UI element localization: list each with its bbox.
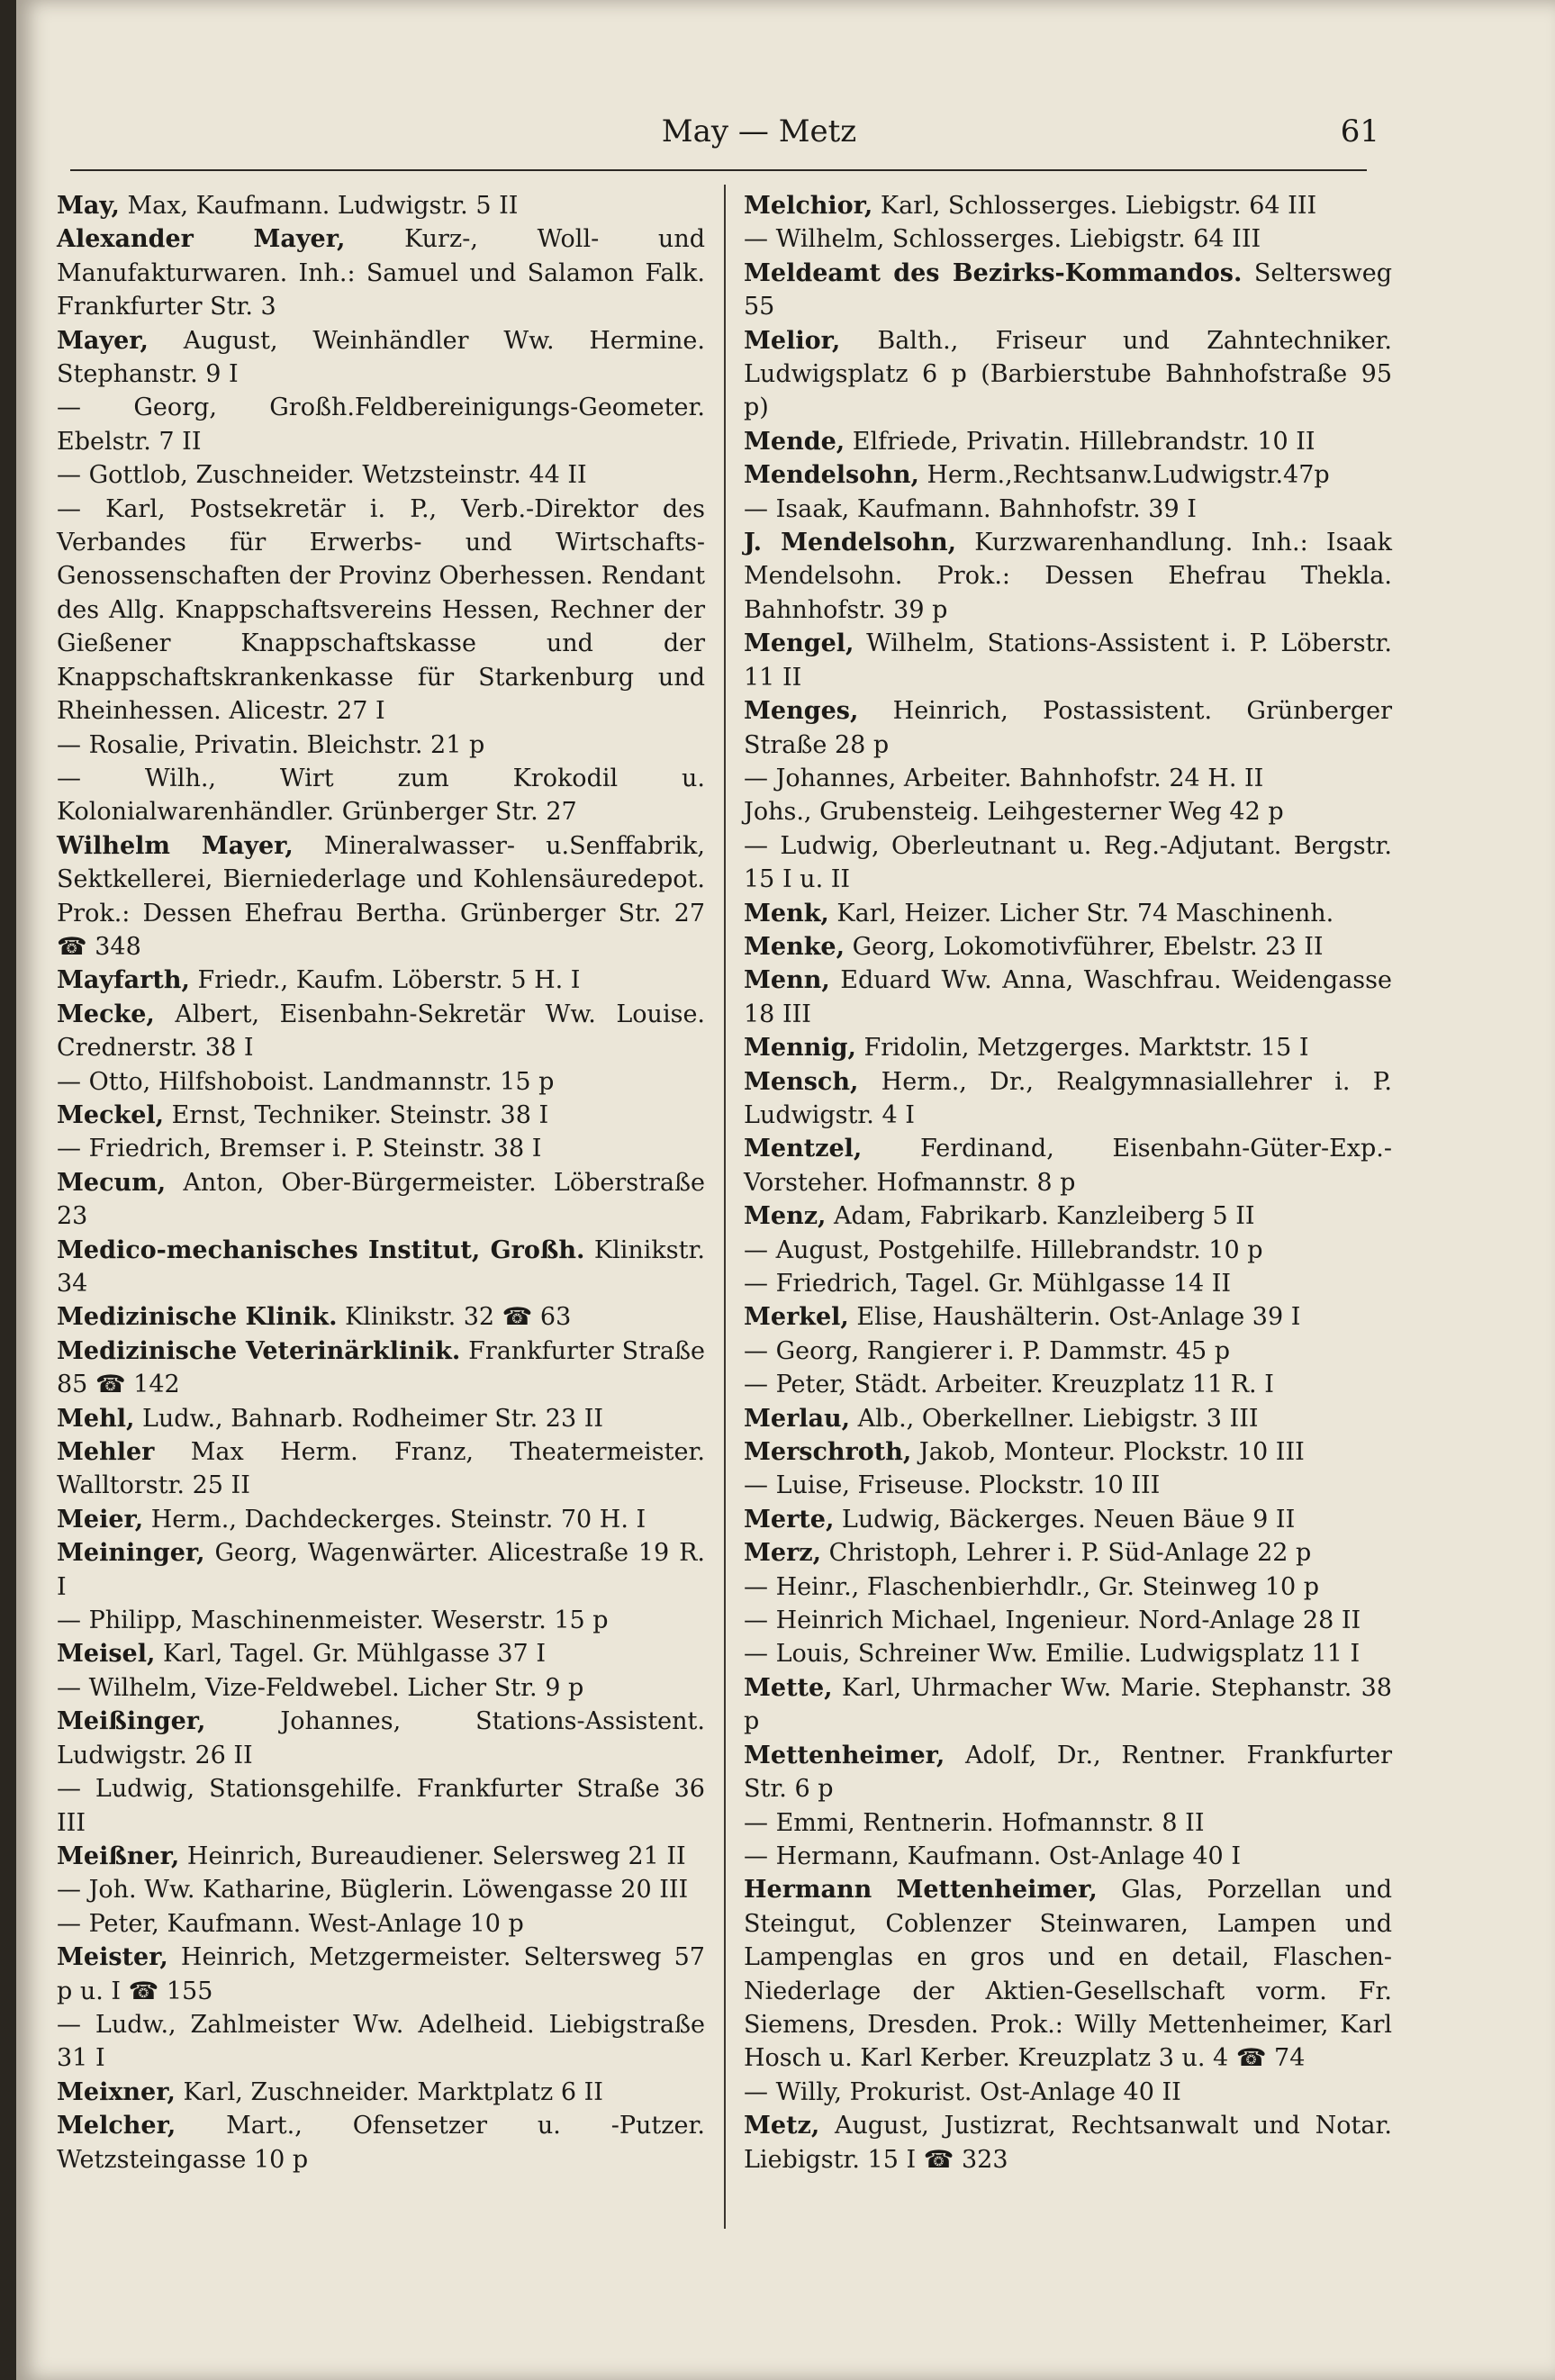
entry-name: Menn,	[744, 966, 830, 995]
entry-text: — Philipp, Maschinenmeister. Weserstr. 15 p	[57, 1606, 609, 1635]
entry-text: Karl, Tagel. Gr. Mühlgasse 37 I	[155, 1640, 546, 1669]
directory-entry	[744, 1469, 1392, 1502]
entry-text: — Friedrich, Tagel. Gr. Mühlgasse 14 II	[744, 1270, 1232, 1298]
entry-name: Merte,	[744, 1505, 835, 1534]
entry-text: — Gottlob, Zuschneider. Wetzsteinstr. 44 II	[57, 461, 587, 490]
entry-name: Meldeamt des Bezirks-Kommandos.	[744, 258, 1243, 287]
entry-text: August, Weinhändler Ww. Hermine. Stephanstr. 9 I	[57, 326, 713, 389]
entry-text: — Ludw., Zahlmeister Ww. Adelheid. Liebigstraße 31 I	[57, 2010, 713, 2073]
entry-text: — Wilhelm, Schlosserges. Liebigstr. 64 III	[744, 225, 1261, 254]
entry-name: Meister,	[57, 1943, 168, 1972]
directory-entry	[744, 1234, 1392, 1267]
entry-text: Mineralwasser- u.Senffabrik, Sektkellerei, Bierniederlage und Kohlensäuredepot. Prok.: Dessen Ehefrau Bertha. Grünberger Str. 27 ☎ 348	[57, 831, 713, 961]
directory-entry	[744, 1435, 1392, 1469]
entry-text: — Emmi, Rentnerin. Hofmannstr. 8 II	[744, 1808, 1205, 1837]
entry-text: Adolf, Dr., Rentner. Frankfurter Str. 6 p	[744, 1741, 1400, 1804]
entry-name: Meixner,	[57, 2077, 176, 2106]
directory-entry	[744, 964, 1400, 1031]
entry-text: — Joh. Ww. Katharine, Büglerin. Löwengasse 20 III	[57, 1876, 689, 1905]
entry-text: Karl, Heizer. Licher Str. 74 Maschinenh.	[828, 899, 1334, 928]
entry-text: Karl, Uhrmacher Ww. Marie. Stephanstr. 38 p	[744, 1673, 1400, 1736]
entry-text: Georg, Lokomotivführer, Ebelstr. 23 II	[844, 932, 1324, 961]
entry-name: Medizinische Veterinärklinik.	[57, 1336, 461, 1365]
entry-text: Herm.,Rechtsanw.Ludwigstr.47p	[918, 461, 1330, 490]
directory-entry	[744, 1065, 1400, 1133]
entry-name: Mettenheimer,	[744, 1741, 945, 1769]
directory-entry	[744, 829, 1400, 897]
directory-entry	[57, 391, 713, 458]
entry-name: Melchior,	[744, 192, 873, 220]
entry-text: — Heinr., Flaschenbierhdlr., Gr. Steinweg 10 p	[744, 1572, 1320, 1601]
entry-text: — Johannes, Arbeiter. Bahnhofstr. 24 H. II	[744, 764, 1264, 792]
directory-entry	[57, 1772, 713, 1840]
entry-name: Wilhelm Mayer,	[57, 831, 294, 860]
directory-entry	[57, 2076, 705, 2109]
entry-text: Friedr., Kaufm. Löberstr. 5 H. I	[189, 966, 581, 995]
directory-entry	[744, 526, 1400, 627]
entry-text: Johannes, Stations-Assistent. Ludwigstr. 26 II	[57, 1707, 713, 1769]
directory-entry	[744, 795, 1392, 828]
entry-name: Meier,	[57, 1505, 144, 1534]
left-column	[57, 189, 713, 2176]
directory-entry	[57, 1873, 705, 1906]
entry-name: Meininger,	[57, 1539, 205, 1568]
directory-entry	[57, 1234, 713, 1301]
directory-entry	[744, 1031, 1392, 1064]
entry-text: Karl, Schlosserges. Liebigstr. 64 III	[872, 192, 1317, 220]
entry-text: Klinikstr. 34	[57, 1235, 713, 1298]
entry-name: Medico-mechanisches Institut, Großh.	[57, 1235, 585, 1264]
directory-entry	[57, 1840, 705, 1873]
directory-entry	[744, 257, 1400, 324]
entry-text: — Louis, Schreiner Ww. Emilie. Ludwigsplatz 11 I	[744, 1640, 1361, 1669]
directory-entry	[57, 1132, 705, 1165]
entry-name: Meißinger,	[57, 1707, 206, 1736]
entry-name: Mayer,	[57, 326, 149, 355]
entry-name: Mecke,	[57, 1000, 155, 1028]
entry-name: Merlau,	[744, 1404, 851, 1433]
page-number: 61	[1340, 113, 1379, 149]
entry-text: Albert, Eisenbahn-Sekretär Ww. Louise. Crednerstr. 38 I	[57, 1000, 713, 1063]
entry-text: — Ludwig, Oberleutnant u. Reg.-Adjutant. Bergstr. 15 I u. II	[744, 831, 1400, 894]
entry-text: — Luise, Friseuse. Plockstr. 10 III	[744, 1471, 1161, 1500]
entry-text: — Heinrich Michael, Ingenieur. Nord-Anlage 28 II	[744, 1606, 1361, 1635]
directory-entry	[744, 1335, 1392, 1368]
entry-name: May,	[57, 192, 120, 220]
entry-text: August, Justizrat, Rechtsanwalt und Notar. Liebigstr. 15 I ☎ 323	[744, 2112, 1400, 2174]
directory-entry	[57, 458, 705, 492]
entry-text: Anton, Ober-Bürgermeister. Löberstraße 23	[57, 1168, 713, 1231]
directory-entry	[744, 1840, 1392, 1873]
directory-entry	[744, 1199, 1392, 1233]
directory-entry	[744, 1637, 1392, 1670]
directory-entry	[57, 1099, 705, 1132]
directory-entry	[57, 829, 713, 964]
directory-entry	[744, 493, 1392, 526]
directory-entry	[744, 222, 1392, 256]
directory-entry	[744, 1503, 1392, 1536]
entry-text: Seltersweg 55	[744, 258, 1400, 321]
entry-text: Glas, Porzellan und Steingut, Coblenzer Steinwaren, Lampen und Lampenglas en gros und en detail, Flaschen-Niederlage der Aktien-Gesellschaft vorm. Fr. Siemens, Dresden. Prok.: Willy Mettenheimer, Karl Hosch u. Karl Kerber. Kreuzplatz 3 u. 4 ☎ 74	[744, 1876, 1400, 2073]
directory-entry	[744, 1739, 1400, 1806]
entry-text: Adam, Fabrikarb. Kanzleiberg 5 II	[826, 1202, 1255, 1231]
entry-text: — August, Postgehilfe. Hillebrandstr. 10 p	[744, 1235, 1263, 1264]
directory-entry	[57, 964, 705, 997]
entry-name: Mentzel,	[744, 1135, 863, 1163]
directory-entry	[57, 1435, 713, 1503]
directory-entry	[744, 627, 1400, 694]
entry-text: Herm., Dachdeckerges. Steinstr. 70 H. I	[143, 1505, 646, 1534]
entry-text: Elfriede, Privatin. Hillebrandstr. 10 II	[845, 427, 1315, 456]
directory-entry	[57, 2008, 713, 2076]
entry-text: Johs., Grubensteig. Leihgesterner Weg 42 p	[744, 798, 1284, 827]
entry-text: — Ludwig, Stationsgehilfe. Frankfurter Straße 36 III	[57, 1775, 713, 1837]
entry-text: Klinikstr. 32 ☎ 63	[337, 1303, 572, 1332]
entry-name: Melcher,	[57, 2112, 176, 2140]
directory-entry	[744, 2076, 1392, 2109]
entry-name: Mende,	[744, 427, 845, 456]
directory-entry	[57, 189, 705, 222]
entry-text: — Karl, Postsekretär i. P., Verb.-Direktor des Verbandes für Erwerbs- und Wirtschafts-Genossenschaften der Provinz Oberhessen. Rendant des Allg. Knappschaftsvereins Hessen, Rechner der Gießener Knappschaftskasse und der Knappschaftskrankenkasse für Starkenburg und Rheinhessen. Alicestr. 27 I	[57, 494, 713, 726]
entry-text: Ludwig, Bäckerges. Neuen Bäue 9 II	[834, 1505, 1296, 1534]
directory-entry	[744, 458, 1392, 492]
entry-name: J. Mendelsohn,	[744, 529, 957, 557]
directory-entry	[57, 1402, 705, 1435]
entry-text: Ernst, Techniker. Steinstr. 38 I	[164, 1100, 549, 1129]
entry-text: Frankfurter Straße 85 ☎ 142	[57, 1336, 713, 1399]
directory-entry	[57, 1065, 705, 1099]
directory-entry	[57, 1335, 713, 1402]
entry-text: — Wilh., Wirt zum Krokodil u. Kolonialwarenhändler. Grünberger Str. 27	[57, 764, 713, 827]
entry-text: Heinrich, Metzgermeister. Seltersweg 57 p u. I ☎ 155	[57, 1943, 713, 2005]
directory-entry	[744, 1267, 1392, 1300]
entry-text: Elise, Haushälterin. Ost-Anlage 39 I	[848, 1303, 1301, 1332]
entry-name: Medizinische Klinik.	[57, 1303, 338, 1332]
entry-name: Merz,	[744, 1539, 822, 1568]
entry-text: — Georg, Großh.Feldbereinigungs-Geometer. Ebelstr. 7 II	[57, 394, 713, 456]
entry-text: — Willy, Prokurist. Ost-Anlage 40 II	[744, 2077, 1181, 2106]
entry-name: Merkel,	[744, 1303, 849, 1332]
entry-text: Herm., Dr., Realgymnasiallehrer i. P. Ludwigstr. 4 I	[744, 1067, 1400, 1129]
entry-name: Mengel,	[744, 629, 854, 658]
directory-entry	[57, 1637, 705, 1670]
entry-text: Fridolin, Metzgerges. Marktstr. 15 I	[855, 1034, 1309, 1063]
entry-name: Menz,	[744, 1202, 827, 1231]
header-rule	[70, 169, 1367, 171]
entry-text: — Georg, Rangierer i. P. Dammstr. 45 p	[744, 1336, 1231, 1365]
entry-text: Georg, Wagenwärter. Alicestraße 19 R. I	[57, 1539, 713, 1601]
directory-entry	[744, 1806, 1392, 1840]
entry-text: Kurz-, Woll- und Manufakturwaren. Inh.: Samuel und Salamon Falk. Frankfurter Str. 3	[57, 225, 713, 321]
directory-entry	[744, 1873, 1400, 2075]
entry-text: — Otto, Hilfshoboist. Landmannstr. 15 p	[57, 1067, 555, 1096]
entry-text: Heinrich, Bureaudiener. Selersweg 21 II	[179, 1842, 686, 1870]
directory-entry	[744, 762, 1392, 795]
directory-entry	[57, 1166, 713, 1234]
directory-entry	[57, 728, 705, 762]
directory-entry	[744, 324, 1400, 425]
directory-entry	[57, 2109, 713, 2176]
directory-entry	[744, 2109, 1400, 2176]
directory-entry	[744, 694, 1400, 762]
directory-entry	[57, 1907, 705, 1941]
directory-entry	[57, 1604, 705, 1637]
right-column	[744, 189, 1400, 2176]
directory-entry	[744, 897, 1392, 930]
directory-entry	[57, 1536, 713, 1604]
directory-entry	[744, 930, 1392, 964]
entry-name: Meißner,	[57, 1842, 180, 1870]
directory-entry	[57, 1671, 705, 1705]
entry-text: Alb., Oberkellner. Liebigstr. 3 III	[850, 1404, 1259, 1433]
directory-entry	[744, 1671, 1400, 1739]
directory-entry	[57, 1705, 713, 1772]
entry-text: Max, Kaufmann. Ludwigstr. 5 II	[119, 192, 519, 220]
page-header	[16, 106, 1555, 160]
entry-name: Mensch,	[744, 1067, 859, 1096]
entry-text: Karl, Zuschneider. Marktplatz 6 II	[175, 2077, 603, 2106]
directory-entry	[57, 1300, 705, 1334]
directory-entry	[744, 1300, 1392, 1334]
running-head: May — Metz	[661, 113, 857, 149]
entry-name: Meckel,	[57, 1100, 165, 1129]
entry-text: Balth., Friseur und Zahntechniker. Ludwigsplatz 6 p (Barbierstube Bahnhofstraße 95 p)	[744, 326, 1400, 422]
entry-text: Heinrich, Postassistent. Grünberger Straße 28 p	[744, 697, 1400, 759]
directory-entry	[57, 324, 713, 392]
entry-name: Menges,	[744, 697, 859, 726]
column-divider	[724, 185, 726, 2229]
entry-name: Alexander Mayer,	[57, 225, 346, 254]
directory-entry	[744, 1536, 1392, 1570]
entry-text: — Isaak, Kaufmann. Bahnhofstr. 39 I	[744, 494, 1197, 523]
directory-entry	[744, 1368, 1392, 1401]
entry-name: Mennig,	[744, 1034, 856, 1063]
entry-name: Mecum,	[57, 1168, 167, 1197]
entry-name: Menke,	[744, 932, 845, 961]
directory-entry	[744, 1132, 1392, 1199]
directory-entry	[57, 1503, 705, 1536]
entry-text: Mart., Ofensetzer u. -Putzer. Wetzsteingasse 10 p	[57, 2112, 713, 2174]
directory-entry	[744, 1570, 1392, 1604]
entry-text: — Hermann, Kaufmann. Ost-Anlage 40 I	[744, 1842, 1241, 1870]
entry-text: Jakob, Monteur. Plockstr. 10 III	[911, 1438, 1305, 1467]
entry-text: Eduard Ww. Anna, Waschfrau. Weidengasse 18 III	[744, 966, 1400, 1028]
entry-name: Merschroth,	[744, 1438, 912, 1467]
entry-name: Melior,	[744, 326, 841, 355]
directory-entry	[744, 425, 1392, 458]
entry-text: — Peter, Städt. Arbeiter. Kreuzplatz 11 R. I	[744, 1371, 1274, 1399]
entry-text: — Wilhelm, Vize-Feldwebel. Licher Str. 9 p	[57, 1673, 584, 1702]
directory-entry	[57, 222, 713, 323]
entry-name: Metz,	[744, 2112, 820, 2140]
entry-name: Meisel,	[57, 1640, 156, 1669]
entry-text: — Peter, Kaufmann. West-Anlage 10 p	[57, 1909, 524, 1938]
entry-name: Mendelsohn,	[744, 461, 919, 490]
entry-text: Ferdinand, Eisenbahn-Güter-Exp.-Vorsteher. Hofmannstr. 8 p	[744, 1135, 1392, 1197]
entry-text: Kurzwarenhandlung. Inh.: Isaak Mendelsohn. Prok.: Dessen Ehefrau Thekla. Bahnhofstr. 39 p	[744, 529, 1400, 624]
directory-page	[16, 0, 1555, 2380]
directory-entry	[57, 762, 713, 829]
entry-name: Mette,	[744, 1673, 833, 1702]
directory-entry	[57, 1941, 713, 2008]
entry-name: Mehler	[57, 1438, 155, 1467]
entry-name: Mehl,	[57, 1404, 135, 1433]
entry-text: Ludw., Bahnarb. Rodheimer Str. 23 II	[134, 1404, 604, 1433]
entry-name: Menk,	[744, 899, 829, 928]
entry-text: — Rosalie, Privatin. Bleichstr. 21 p	[57, 730, 485, 759]
entry-name: Mayfarth,	[57, 966, 190, 995]
entry-text: Christoph, Lehrer i. P. Süd-Anlage 22 p	[821, 1539, 1312, 1568]
directory-entry	[744, 189, 1392, 222]
directory-entry	[744, 1402, 1392, 1435]
directory-entry	[744, 1604, 1392, 1637]
entry-text: — Friedrich, Bremser i. P. Steinstr. 38 I	[57, 1135, 542, 1163]
entry-text: Max Herm. Franz, Theatermeister. Walltorstr. 25 II	[57, 1438, 713, 1500]
entry-text: Wilhelm, Stations-Assistent i. P. Löberstr. 11 II	[744, 629, 1400, 692]
directory-entry	[57, 493, 713, 728]
directory-entry	[57, 998, 713, 1065]
entry-name: Hermann Mettenheimer,	[744, 1876, 1098, 1905]
